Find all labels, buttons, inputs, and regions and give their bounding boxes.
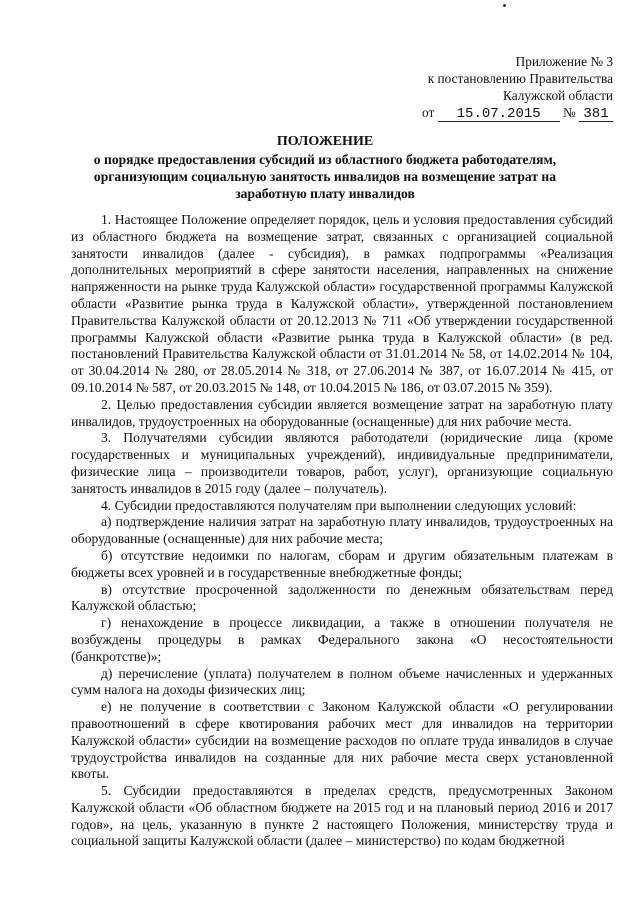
annex-header — [383, 53, 613, 122]
condition-b: б) отсутствие недоимки по налогам, сборам и другим обязательным платежам в бюджеты всех уровней и в государственные внебюджетные фонды; — [71, 547, 613, 580]
condition-c: в) отсутствие просроченной задолженности по денежным обязательствам перед Калужской областью; — [71, 581, 613, 614]
paragraph-5: 5. Субсидии предоставляются в пределах средств, предусмотренных Законом Калужской области «Об областном бюджете на 2015 год и на плановый период 2016 и 2017 годов», на цель, указанную в пункте 2 настоящего Положения, министерству труда и социальной защиты Калужской области (далее – министерство) по кодам бюджетной — [71, 783, 613, 849]
annex-line-1: Приложение № 3 — [515, 54, 613, 69]
title-subtitle: о порядке предоставления субсидий из областного бюджета работодателям, организующим социальную занятость инвалидов на возмещение затрат на заработную плату инвалидов — [93, 152, 557, 201]
title-heading: ПОЛОЖЕНИЕ — [276, 134, 374, 149]
annex-line-2: к постановлению Правительства — [427, 71, 613, 86]
paragraph-1: 1. Настоящее Положение определяет порядок, цель и условия предоставления субсидий из областного бюджета на возмещение затрат, связанных с организацией социальной занятости инвалидов (далее - субсидия), в рамках подпрограммы «Реализация дополнительных мероприятий в сфере занятости населения, направленных на снижение напряженности на рынке труда Калужской области» государственной программы Калужской области «Развитие рынка труда в Калужской области», утвержденной постановлением Правительства Калужской области от 20.12.2013 № 711 «Об утверждении государственной программы Калужской области «Развитие рынка труда в Калужской области» (в ред. постановлений Правительства Калужской области от 31.01.2014 № 58, от 14.02.2014 № 104, от 30.04.2014 № 280, от 28.05.2014 № 318, от 27.06.2014 № 387, от 16.07.2014 № 415, от 09.10.2014 № 587, от 20.03.2015 № 148, от 10.04.2015 № 186, от 03.07.2015 № 359). — [71, 212, 613, 395]
scan-speck — [503, 4, 506, 7]
condition-e: д) перечисление (уплата) получателем в полном объеме начисленных и удержанных сумм налога на доходы физических лиц; — [71, 665, 613, 698]
condition-a: а) подтверждение наличия затрат на заработную плату инвалидов, трудоустроенных на оборудованные (оснащенные) для них рабочие места; — [71, 514, 613, 547]
number-label: № — [562, 105, 576, 120]
resolution-date: 15.07.2015 — [438, 107, 560, 122]
paragraph-4: 4. Субсидии предоставляются получателям при выполнении следующих условий: — [101, 497, 577, 513]
paragraph-3: 3. Получателями субсидии являются работодатели (юридические лица (кроме государственных и муниципальных учреждений), индивидуальные предприниматели, физические лица – производители товаров, работ, услуг), организующие социальную занятость инвалидов в 2015 году (далее – получатель). — [71, 430, 613, 496]
condition-d: г) ненахождение в процессе ликвидации, а также в отношении получателя не возбуждены процедуры в рамках Федерального закона «О несостоятельности (банкротстве)»; — [71, 615, 613, 664]
document-body — [71, 212, 613, 850]
document-title — [60, 133, 590, 202]
annex-date-row — [383, 104, 613, 122]
annex-line-3: Калужской области — [503, 88, 613, 103]
from-label: от — [422, 105, 435, 120]
condition-f: е) не получение в соответствии с Законом Калужской области «О регулировании правоотношений в сфере квотирования рабочих мест для инвалидов на территории Калужской области» субсидии на возмещение расходов по оплате труда инвалидов в случае трудоустройства инвалидов на созданные для них рабочие места сверх установленной квоты. — [71, 699, 613, 782]
resolution-number: 381 — [579, 107, 613, 122]
paragraph-2: 2. Целью предоставления субсидии является возмещение затрат на заработную плату инвалидов, трудоустроенных на оборудованные (оснащенные) для них рабочие места. — [71, 396, 613, 429]
